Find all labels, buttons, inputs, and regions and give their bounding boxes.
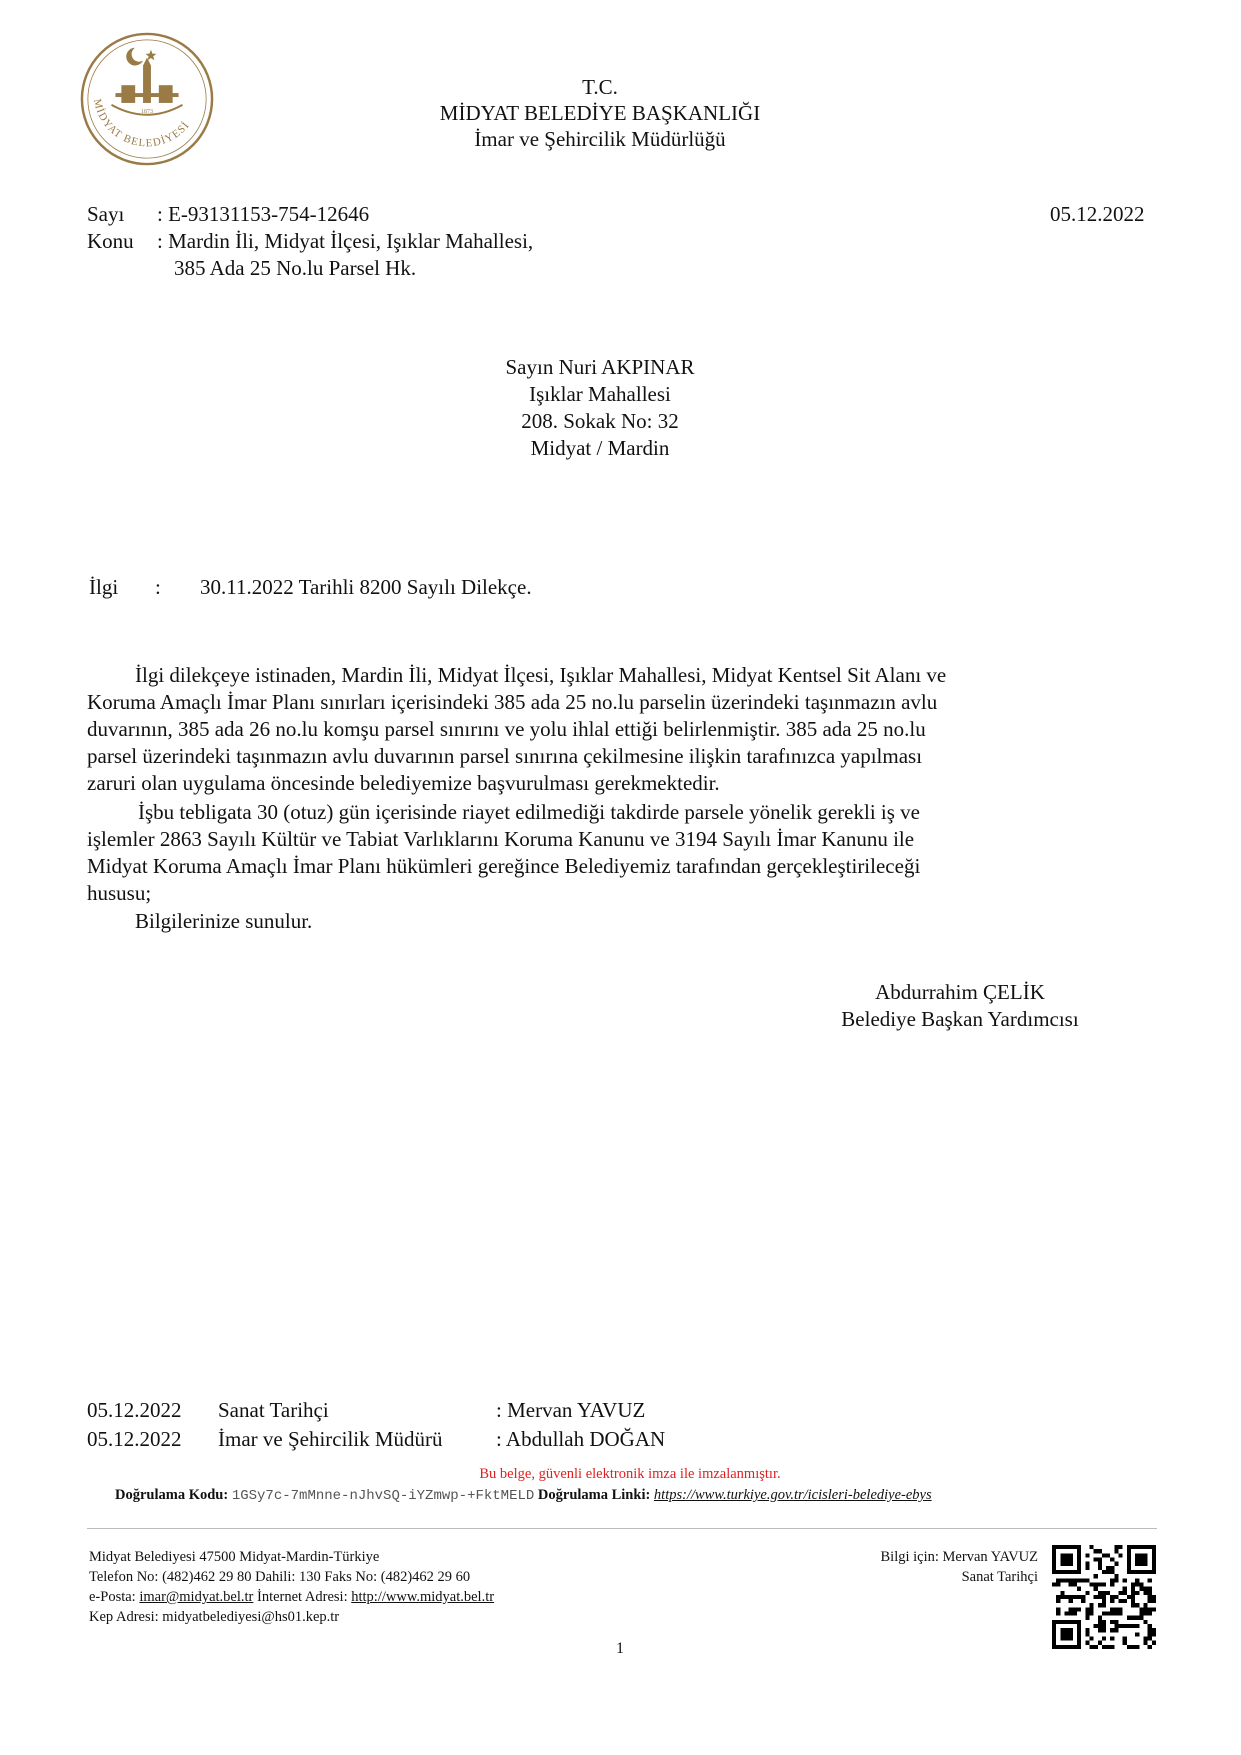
internet-label: İnternet Adresi: [257, 1589, 348, 1605]
addressee-name: Sayın Nuri AKPINAR [505, 355, 695, 379]
footer-phone: Telefon No: (482)462 29 80 Dahili: 130 Faks No: (482)462 29 60 [89, 1569, 471, 1585]
verification-line [115, 1486, 932, 1505]
addressee-city: Midyat / Mardin [530, 436, 670, 460]
header-tc: T.C. [582, 75, 618, 99]
footer-kep: Kep Adresi: midyatbelediyesi@hs01.kep.tr [89, 1609, 340, 1625]
approval-role: İmar ve Şehircilik Müdürü [218, 1427, 443, 1451]
municipality-logo [78, 30, 216, 168]
body-line: zaruri olan uygulama öncesinde belediyemize başvurulması gerekmektedir. [87, 771, 720, 795]
body-line: duvarının, 385 ada 26 no.lu komşu parsel sınırını ve yolu ihlal ettiği belirlenmiştir. 385 ada 25 no.lu [87, 717, 926, 741]
info-contact: Bilgi için: Mervan YAVUZ [880, 1549, 1038, 1565]
logo-year: 1873 [141, 108, 153, 115]
header-department: İmar ve Şehircilik Müdürlüğü [474, 127, 726, 151]
document-date: 05.12.2022 [1050, 202, 1145, 226]
approval-role: Sanat Tarihçi [218, 1398, 329, 1422]
footer-contact [89, 1588, 494, 1606]
verification-code: 1GSy7c-7mMnne-nJhvSQ-iYZmwp-+FktMELD [231, 1488, 535, 1504]
addressee-district: Işıklar Mahallesi [529, 382, 671, 406]
verification-link[interactable]: https://www.turkiye.gov.tr/icisleri-belediye-ebys [653, 1487, 932, 1503]
eposta-label: e-Posta: [89, 1589, 136, 1605]
info-title: Sanat Tarihçi [961, 1569, 1038, 1585]
page-number: 1 [616, 1640, 624, 1657]
approval-name: : Mervan YAVUZ [496, 1398, 646, 1422]
body-line: İlgi dilekçeye istinaden, Mardin İli, Midyat İlçesi, Işıklar Mahallesi, Midyat Kentsel Sit Alanı ve [135, 663, 947, 687]
svg-text:MİDYAT BELEDİYESİ: MİDYAT BELEDİYESİ [90, 97, 193, 150]
konu-value-cont: 385 Ada 25 No.lu Parsel Hk. [174, 256, 417, 280]
ilgi-label: İlgi [89, 575, 119, 599]
body-line: işlemler 2863 Sayılı Kültür ve Tabiat Varlıklarını Koruma Kanunu ve 3194 Sayılı İmar Kanunu ile [87, 827, 915, 851]
approval-name: : Abdullah DOĞAN [496, 1427, 666, 1451]
verification-code-label: Doğrulama Kodu: [115, 1487, 229, 1503]
addressee-street: 208. Sokak No: 32 [521, 409, 679, 433]
eposta-link[interactable]: imar@midyat.bel.tr [139, 1589, 254, 1605]
ilgi-colon: : [155, 575, 161, 599]
body-line: parsel üzerindeki taşınmazın avlu duvarının parsel sınırına çekilmesine ilişkin tarafınızca yapılması [87, 744, 923, 768]
footer-address: Midyat Belediyesi 47500 Midyat-Mardin-Türkiye [89, 1549, 380, 1565]
signatory-title: Belediye Başkan Yardımcısı [841, 1007, 1079, 1031]
body-line: Koruma Amaçlı İmar Planı sınırları içerisindeki 385 ada 25 no.lu parselin üzerindeki taşınmazın avlu [87, 690, 938, 714]
esign-notice: Bu belge, güvenli elektronik imza ile imzalanmıştır. [479, 1466, 781, 1482]
qr-code-icon [1052, 1545, 1156, 1649]
internet-link[interactable]: http://www.midyat.bel.tr [351, 1589, 495, 1605]
ilgi-value: 30.11.2022 Tarihli 8200 Sayılı Dilekçe. [200, 575, 532, 599]
sayi-label: Sayı [87, 202, 125, 226]
body-line: hususu; [87, 881, 152, 905]
body-line: Midyat Koruma Amaçlı İmar Planı hükümleri gereğince Belediyemiz tarafından gerçekleştirileceği [87, 854, 921, 878]
header-institution: MİDYAT BELEDİYE BAŞKANLIĞI [439, 101, 761, 125]
sayi-value: : E-93131153-754-12646 [157, 202, 370, 226]
konu-label: Konu [87, 229, 134, 253]
approval-date: 05.12.2022 [87, 1427, 182, 1451]
approval-date: 05.12.2022 [87, 1398, 182, 1422]
footer-divider [87, 1528, 1157, 1529]
verification-link-label: Doğrulama Linki: [537, 1487, 651, 1503]
signatory-name: Abdurrahim ÇELİK [875, 980, 1045, 1004]
konu-value: : Mardin İli, Midyat İlçesi, Işıklar Mahallesi, [157, 229, 534, 253]
closing-line: Bilgilerinize sunulur. [135, 909, 313, 933]
body-line: İşbu tebligata 30 (otuz) gün içerisinde riayet edilmediği takdirde parsele yönelik gerekli iş ve [138, 800, 920, 824]
